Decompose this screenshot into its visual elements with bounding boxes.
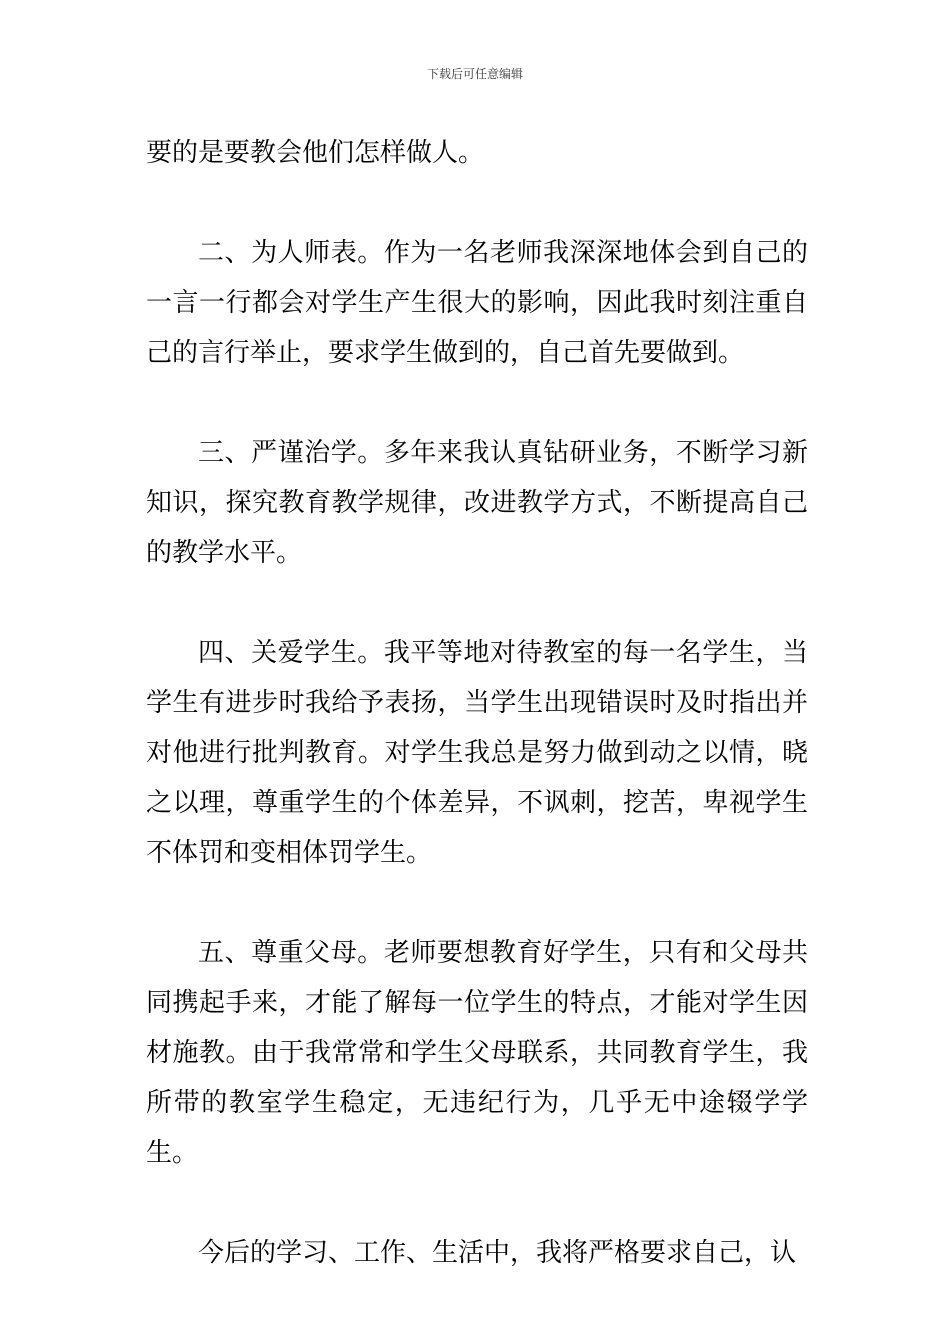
paragraph-future: 今后的学习、工作、生活中，我将严格要求自己，认	[198, 1238, 797, 1268]
paragraph-gap	[146, 178, 808, 228]
paragraph-respect-parents: 五、尊重父母。老师要想教育好学生，只有和父母共同携起手来，才能了解每一位学生的特点，才能对学生因材施教。由于我常常和学生父母联系，共同教育学生，我所带的教室学生稳定，无违纪行为，几乎无中途辍学学生。	[146, 938, 808, 1168]
paragraph-gap	[146, 878, 808, 928]
paragraph-rigorous-study: 三、严谨治学。多年来我认真钻研业务，不断学习新知识，探究教育教学规律，改进教学方式，不断提高自己的教学水平。	[146, 438, 808, 568]
page-header-note: 下载后可任意编辑	[426, 67, 523, 81]
paragraph-role-model: 二、为人师表。作为一名老师我深深地体会到自己的一言一行都会对学生产生很大的影响，因此我时刻注重自己的言行举止，要求学生做到的，自己首先要做到。	[146, 238, 808, 368]
document-body	[146, 128, 808, 1278]
paragraph-gap	[146, 378, 808, 428]
paragraph-gap	[146, 578, 808, 628]
paragraph-gap	[146, 1178, 808, 1228]
paragraph-care-students: 四、关爱学生。我平等地对待教室的每一名学生，当学生有进步时我给予表扬，当学生出现错误时及时指出并对他进行批判教育。对学生我总是努力做到动之以情，晓之以理，尊重学生的个体差异，不讽刺，挖苦，卑视学生不体罚和变相体罚学生。	[146, 638, 808, 868]
paragraph-continuation: 要的是要教会他们怎样做人。	[146, 138, 485, 168]
